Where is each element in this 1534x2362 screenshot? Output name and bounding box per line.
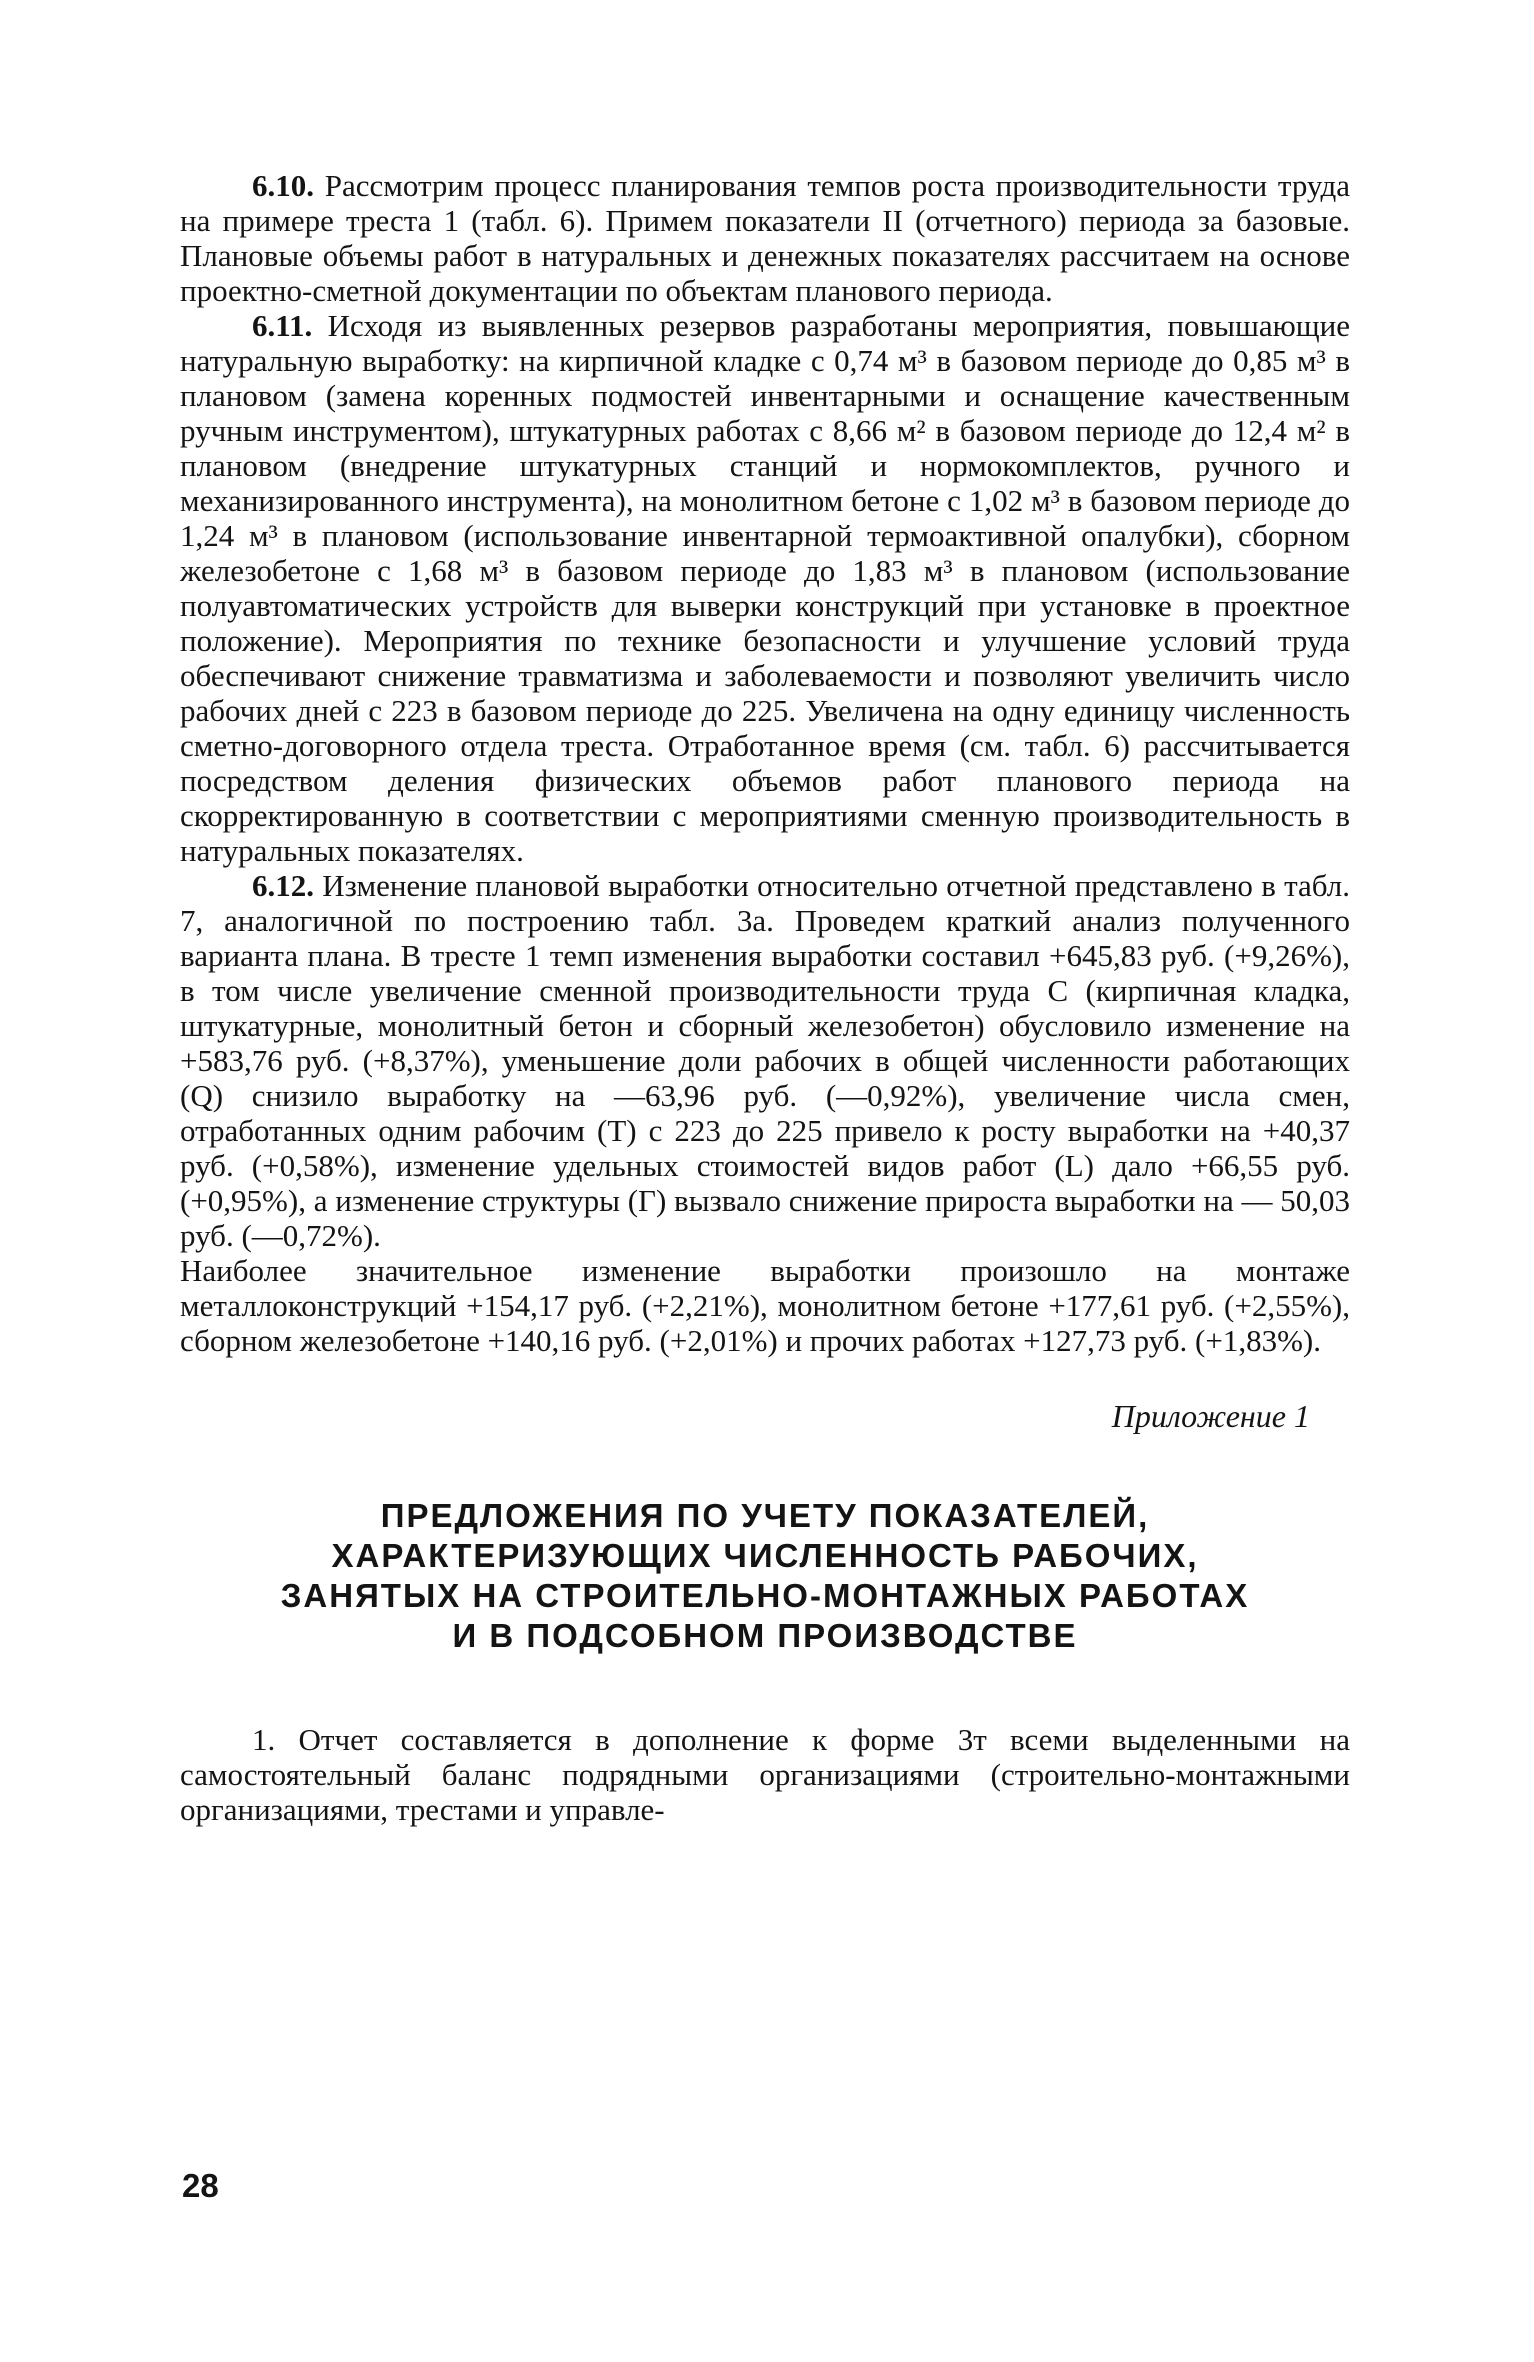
paragraph-6-11 <box>180 308 1350 868</box>
heading-line: ЗАНЯТЫХ НА СТРОИТЕЛЬНО-МОНТАЖНЫХ РАБОТАХ <box>280 1577 1250 1614</box>
paragraph-number: 1. <box>252 1722 276 1757</box>
paragraph-text: Отчет составляется в дополнение к форме 3т всеми выделенными на самостоятельный баланс подрядными организациями (строительно-монтажными организациями, трестами и управле- <box>180 1722 1350 1827</box>
paragraph-6-12 <box>180 868 1350 1253</box>
paragraph-number: 6.10. <box>252 168 314 203</box>
text-column <box>180 168 1350 1827</box>
appendix-label: Приложение 1 <box>1111 1398 1310 1434</box>
appendix-paragraph-1 <box>180 1722 1350 1827</box>
paragraph-text: Наиболее значительное изменение выработки произошло на монтаже металлоконструкций +154,17 руб. (+2,21%), монолитном бетоне +177,61 руб. (+2,55%), сборном железобетоне +140,16 руб. (+2,01%) и прочих работах +127,73 руб. (+1,83%). <box>180 1253 1350 1358</box>
section-heading <box>180 1496 1350 1656</box>
paragraph-text: Рассмотрим процесс планирования темпов роста производительности труда на примере треста 1 (табл. 6). Примем показатели II (отчетного) периода за базовые. Плановые объемы работ в натуральных и денежных показателях рассчитаем на основе проектно-сметной документации по объектам планового периода. <box>180 168 1350 308</box>
paragraph-summary <box>180 1253 1350 1358</box>
paragraph-6-10 <box>180 168 1350 308</box>
paragraph-number: 6.11. <box>252 308 313 343</box>
heading-line: ХАРАКТЕРИЗУЮЩИХ ЧИСЛЕННОСТЬ РАБОЧИХ, <box>331 1537 1199 1574</box>
paragraph-text: Исходя из выявленных резервов разработаны мероприятия, повышающие натуральную выработку: на кирпичной кладке с 0,74 м³ в базовом периоде до 0,85 м³ в плановом (замена коренных подмостей инвентарными и оснащение качественным ручным инструментом), штукатурных работах с 8,66 м² в базовом периоде до 12,4 м² в плановом (внедрение штукатурных станций и нормокомплектов, ручного и механизированного инструмента), на монолитном бетоне с 1,02 м³ в базовом периоде до 1,24 м³ в плановом (использование инвентарной термоактивной опалубки), сборном железобетоне с 1,68 м³ в базовом периоде до 1,83 м³ в плановом (использование полуавтоматических устройств для выверки конструкций при установке в проектное положение). Мероприятия по технике безопасности и улучшение условий труда обеспечивают снижение травматизма и заболеваемости и позволяют увеличить число рабочих дней с 223 в базовом периоде до 225. Увеличена на одну единицу численность сметно-договорного отдела треста. Отработанное время (см. табл. 6) рассчитывается посредством деления физических объемов работ планового периода на скорректированную в соответствии с мероприятиями сменную производительность в натуральных показателях. <box>180 308 1351 868</box>
paragraph-number: 6.12. <box>252 868 314 903</box>
page-number: 28 <box>182 2167 219 2204</box>
heading-line: ПРЕДЛОЖЕНИЯ ПО УЧЕТУ ПОКАЗАТЕЛЕЙ, <box>380 1497 1150 1534</box>
heading-line: И В ПОДСОБНОМ ПРОИЗВОДСТВЕ <box>452 1617 1078 1654</box>
paragraph-text: Изменение плановой выработки относительно отчетной представлено в табл. 7, аналогичной по построению табл. 3а. Проведем краткий анализ полученного варианта плана. В тресте 1 темп изменения выработки составил +645,83 руб. (+9,26%), в том числе увеличение сменной производительности труда С (кирпичная кладка, штукатурные, монолитный бетон и сборный железобетон) обусловило изменение на +583,76 руб. (+8,37%), уменьшение доли рабочих в общей численности работающих (Q) снизило выработку на —63,96 руб. (—0,92%), увеличение числа смен, отработанных одним рабочим (Т) с 223 до 225 привело к росту выработки на +40,37 руб. (+0,58%), изменение удельных стоимостей видов работ (L) дало +66,55 руб. (+0,95%), а изменение структуры (Г) вызвало снижение прироста выработки на — 50,03 руб. (—0,72%). <box>180 868 1350 1253</box>
